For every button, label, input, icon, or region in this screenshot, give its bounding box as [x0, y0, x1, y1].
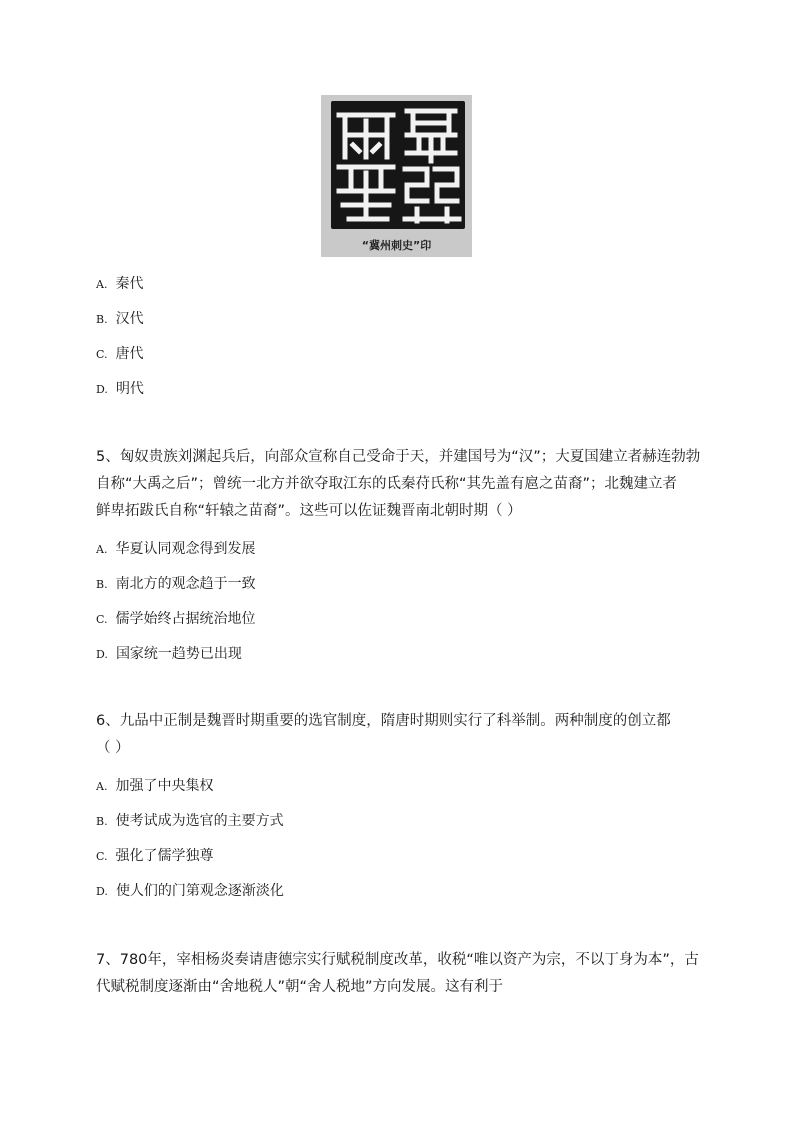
option-letter: C.	[96, 850, 108, 863]
option-text: 国家统一趋势已出现	[115, 646, 242, 662]
option-text: 南北方的观念趋于一致	[115, 576, 256, 592]
q6-option-b[interactable]	[96, 812, 284, 831]
option-letter: B.	[96, 578, 108, 591]
question-line: 代赋税制度逐渐由“舍地税人”朝“舍人税地”方向发展。这有利于	[96, 979, 504, 995]
q5-option-b[interactable]	[96, 575, 256, 594]
option-letter: C.	[96, 613, 108, 626]
question-line: 5、匈奴贵族刘渊起兵后，向部众宣称自己受命于天，并建国号为“汉”；大夏国建立者赫连勃勃	[96, 449, 701, 465]
option-text: 秦代	[115, 276, 144, 292]
q4-option-a[interactable]	[96, 275, 143, 294]
question-7-stem	[96, 947, 699, 1001]
option-text: 华夏认同观念得到发展	[115, 541, 256, 557]
option-text: 使考试成为选官的主要方式	[115, 813, 284, 829]
option-text: 加强了中央集权	[115, 778, 214, 794]
option-letter: D.	[96, 885, 108, 898]
q6-option-c[interactable]	[96, 847, 214, 866]
question-line: 自称“大禹之后”；曾统一北方并欲夺取江东的氐秦苻氏称“其先盖有扈之苗裔”；北魏建立者	[96, 476, 678, 492]
option-letter: D.	[96, 648, 108, 661]
question-5-stem	[96, 444, 701, 525]
q4-option-b[interactable]	[96, 310, 144, 329]
q5-option-a[interactable]	[96, 540, 255, 559]
option-letter: D.	[96, 383, 108, 396]
option-letter: A.	[96, 278, 108, 291]
option-text: 儒学始终占据统治地位	[115, 611, 256, 627]
q6-option-a[interactable]	[96, 777, 213, 796]
option-text: 使人们的门第观念逐渐淡化	[115, 883, 284, 899]
seal-glyphs-drawing	[331, 101, 465, 229]
option-letter: C.	[96, 348, 108, 361]
seal-image	[321, 95, 472, 257]
q5-option-d[interactable]	[96, 645, 242, 664]
question-line: 7、780年，宰相杨炎奏请唐德宗实行赋税制度改革，收税“唯以资产为宗，不以丁身为本”，古	[96, 952, 699, 968]
option-text: 明代	[115, 381, 144, 397]
option-text: 汉代	[115, 311, 144, 327]
question-line: （ ）	[96, 740, 130, 756]
option-letter: A.	[96, 543, 108, 556]
seal-caption: “冀州刺史”印	[361, 239, 432, 252]
seal-stamp	[331, 101, 465, 229]
q4-option-c[interactable]	[96, 345, 144, 364]
option-letter: A.	[96, 780, 108, 793]
q5-option-c[interactable]	[96, 610, 256, 629]
q4-option-d[interactable]	[96, 380, 144, 399]
option-letter: B.	[96, 815, 108, 828]
option-text: 唐代	[115, 346, 144, 362]
option-text: 强化了儒学独尊	[115, 848, 214, 864]
q6-option-d[interactable]	[96, 882, 284, 901]
question-line: 鲜卑拓跋氏自称“轩辕之苗裔”。这些可以佐证魏晋南北朝时期（ ）	[96, 503, 522, 519]
question-line: 6、九品中正制是魏晋时期重要的选官制度，隋唐时期则实行了科举制。两种制度的创立都	[96, 713, 671, 729]
question-6-stem	[96, 708, 696, 762]
option-letter: B.	[96, 313, 108, 326]
